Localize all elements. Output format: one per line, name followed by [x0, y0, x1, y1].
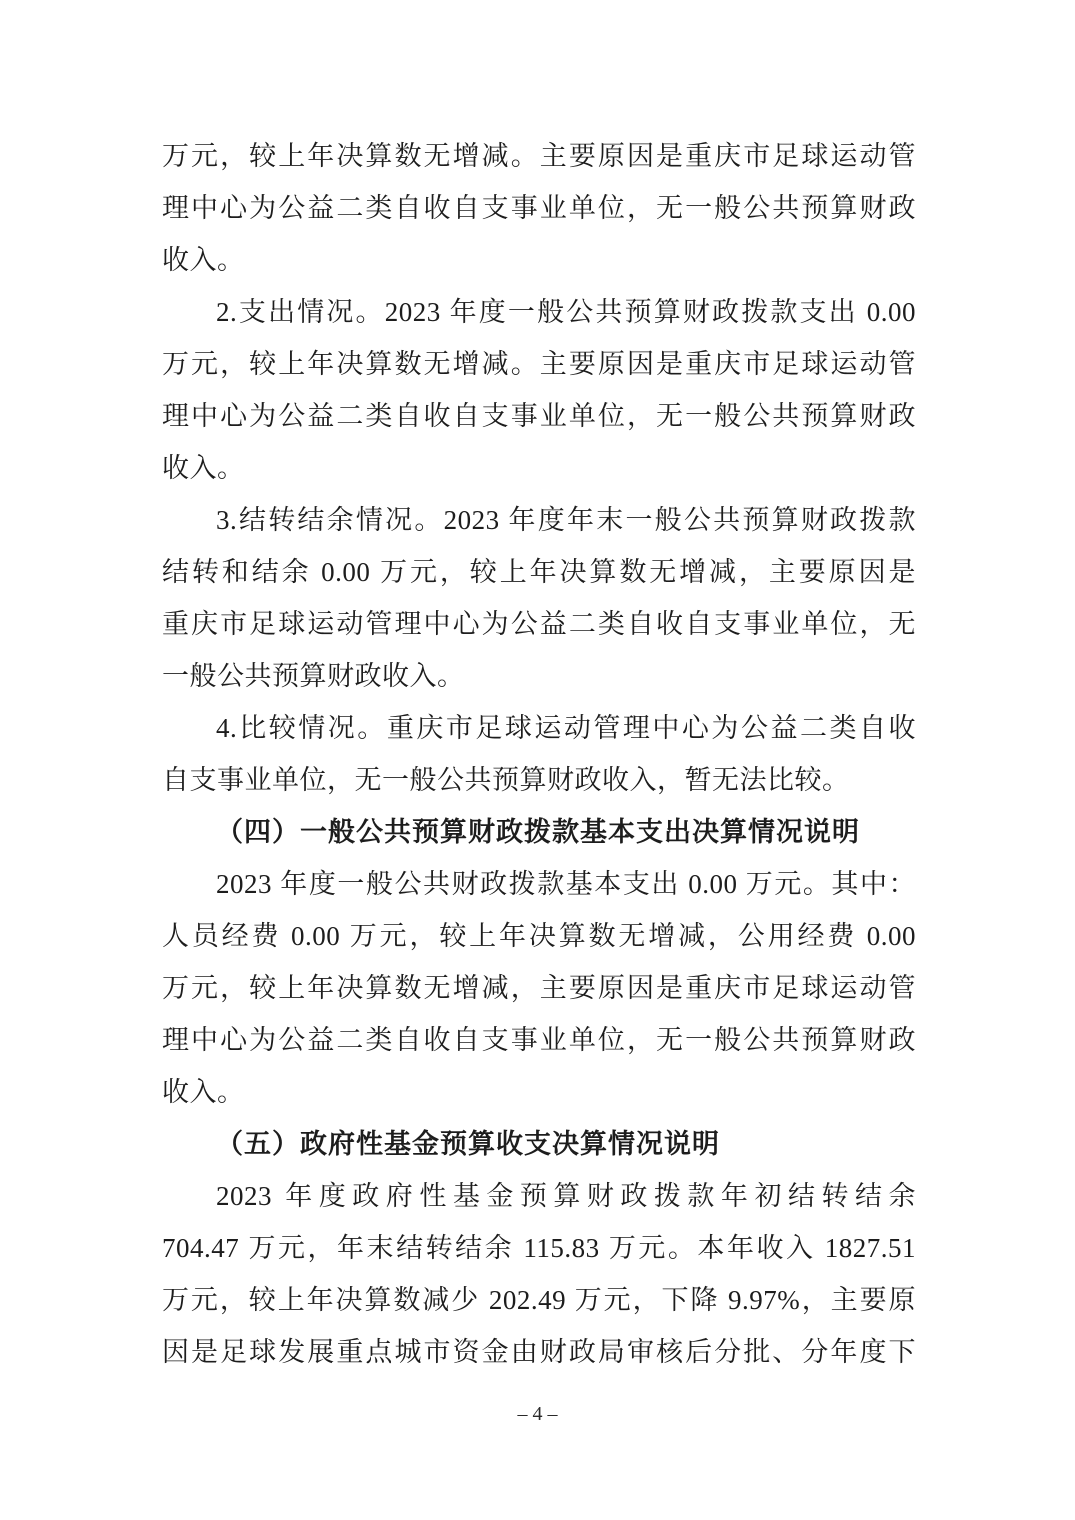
text-line: 收入。 — [162, 453, 245, 483]
text-line: 万元，较上年决算数减少 202.49 万元，下降 9.97%，主要原 — [162, 1285, 916, 1315]
text-line: 2.支出情况。2023 年度一般公共预算财政拨款支出 0.00 — [216, 297, 916, 327]
section-heading-line: （四）一般公共预算财政拨款基本支出决算情况说明 — [216, 817, 860, 847]
section-heading-line: （五）政府性基金预算收支决算情况说明 — [216, 1129, 720, 1159]
text-line: 2023 年度一般公共财政拨款基本支出 0.00 万元。其中： — [216, 869, 916, 899]
text-line: 万元，较上年决算数无增减，主要原因是重庆市足球运动管 — [162, 973, 916, 1003]
text-line: 3.结转结余情况。2023 年度年末一般公共预算财政拨款 — [216, 505, 916, 535]
text-line: 一般公共预算财政收入。 — [162, 661, 465, 691]
text-line: 因是足球发展重点城市资金由财政局审核后分批、分年度下 — [162, 1337, 916, 1367]
document-body — [162, 130, 916, 1378]
text-line: 理中心为公益二类自收自支事业单位，无一般公共预算财政 — [162, 193, 916, 223]
text-line: 人员经费 0.00 万元，较上年决算数无增减，公用经费 0.00 — [162, 921, 916, 951]
page-number: – 4 – — [517, 1403, 558, 1425]
text-line: 万元，较上年决算数无增减。主要原因是重庆市足球运动管 — [162, 349, 916, 379]
text-line: 收入。 — [162, 1077, 245, 1107]
text-line: 4.比较情况。重庆市足球运动管理中心为公益二类自收 — [216, 713, 916, 743]
text-line: 自支事业单位，无一般公共预算财政收入，暂无法比较。 — [162, 765, 850, 795]
text-line: 理中心为公益二类自收自支事业单位，无一般公共预算财政 — [162, 1025, 916, 1055]
text-line: 704.47 万元，年末结转结余 115.83 万元。本年收入 1827.51 — [162, 1233, 916, 1263]
text-line: 收入。 — [162, 245, 245, 275]
text-line: 2023 年度政府性基金预算财政拨款年初结转结余 — [216, 1181, 916, 1211]
text-line: 结转和结余 0.00 万元，较上年决算数无增减，主要原因是 — [162, 557, 916, 587]
text-line: 理中心为公益二类自收自支事业单位，无一般公共预算财政 — [162, 401, 916, 431]
text-line: 重庆市足球运动管理中心为公益二类自收自支事业单位，无 — [162, 609, 916, 639]
text-line: 万元，较上年决算数无增减。主要原因是重庆市足球运动管 — [162, 141, 916, 171]
